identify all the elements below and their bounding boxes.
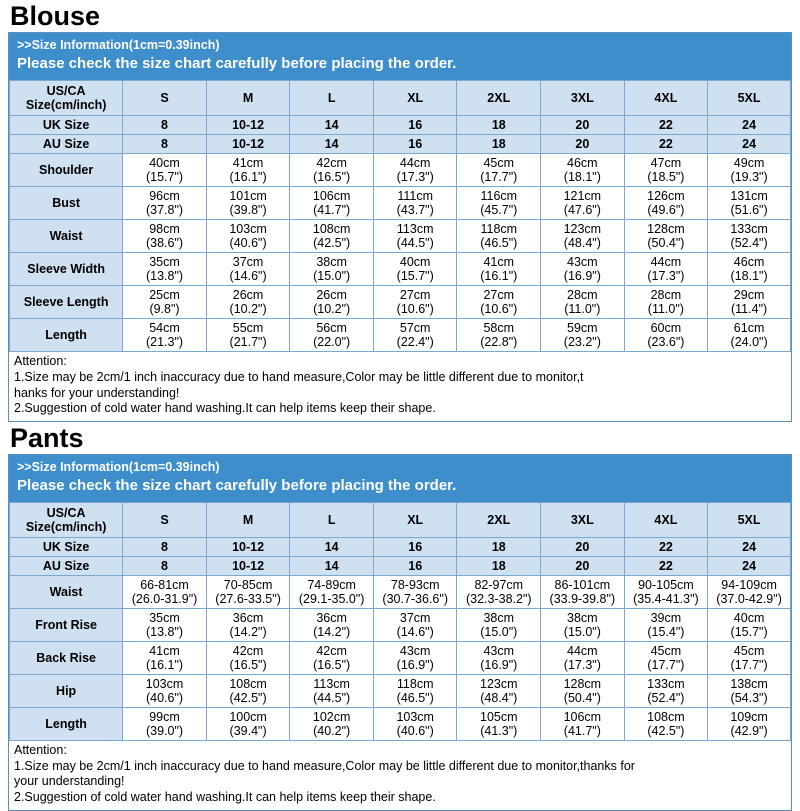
pants-uk-size-row xyxy=(10,538,791,557)
table-row xyxy=(10,609,791,642)
blouse-attention-line-1b: hanks for your understanding! xyxy=(14,385,180,400)
pants-waist-l: 74-89cm (29.1-35.0") xyxy=(290,576,374,609)
blouse-bust-3xl: 121cm (47.6") xyxy=(541,187,625,220)
pants-back-rise-5xl: 45cm (17.7") xyxy=(708,642,791,675)
blouse-col-5xl: 5XL xyxy=(708,81,791,116)
blouse-sleeve-width-5xl: 46cm (18.1") xyxy=(708,253,791,286)
blouse-row-label-sleeve-length: Sleeve Length xyxy=(10,286,123,319)
blouse-uk-size-row xyxy=(10,116,791,135)
pants-back-rise-4xl: 45cm (17.7") xyxy=(624,642,708,675)
pants-header-uscalabel: US/CA Size(cm/inch) xyxy=(10,503,123,538)
pants-au-size-label: AU Size xyxy=(10,557,123,576)
pants-check-chart-line: Please check the size chart carefully before placing the order. xyxy=(17,477,457,495)
pants-hip-3xl: 128cm (50.4") xyxy=(541,675,625,708)
pants-back-rise-xl: 43cm (16.9") xyxy=(373,642,457,675)
pants-au-2xl: 18 xyxy=(457,557,541,576)
blouse-waist-l: 108cm (42.5") xyxy=(290,220,374,253)
blouse-row-label-length: Length xyxy=(10,319,123,352)
pants-au-s: 8 xyxy=(123,557,207,576)
pants-header-row xyxy=(10,503,791,538)
blouse-bust-5xl: 131cm (51.6") xyxy=(708,187,791,220)
blouse-sleeve-length-5xl: 29cm (11.4") xyxy=(708,286,791,319)
blouse-sleeve-width-4xl: 44cm (17.3") xyxy=(624,253,708,286)
blouse-attention-block xyxy=(9,352,791,421)
blouse-uk-4xl: 22 xyxy=(624,116,708,135)
blouse-shoulder-s: 40cm (15.7") xyxy=(123,154,207,187)
pants-attention-line-1: 1.Size may be 2cm/1 inch inaccuracy due to hand measure,Color may be little different due to monitor,thanks for xyxy=(14,758,635,773)
blouse-attention-line-2: 2.Suggestion of cold water hand washing.It can help items keep their shape. xyxy=(14,401,436,416)
table-row xyxy=(10,154,791,187)
pants-attention-block xyxy=(9,741,791,810)
pants-back-rise-2xl: 43cm (16.9") xyxy=(457,642,541,675)
blouse-bust-l: 106cm (41.7") xyxy=(290,187,374,220)
pants-col-m: M xyxy=(206,503,290,538)
pants-front-rise-xl: 37cm (14.6") xyxy=(373,609,457,642)
blouse-sleeve-length-xl: 27cm (10.6") xyxy=(373,286,457,319)
table-row xyxy=(10,187,791,220)
pants-back-rise-m: 42cm (16.5") xyxy=(206,642,290,675)
pants-waist-3xl: 86-101cm (33.9-39.8") xyxy=(541,576,625,609)
pants-au-size-row xyxy=(10,557,791,576)
blouse-sleeve-width-xl: 40cm (15.7") xyxy=(373,253,457,286)
blouse-length-m: 55cm (21.7") xyxy=(206,319,290,352)
blouse-waist-xl: 113cm (44.5") xyxy=(373,220,457,253)
pants-uk-xl: 16 xyxy=(373,538,457,557)
pants-waist-s: 66-81cm (26.0-31.9") xyxy=(123,576,207,609)
blouse-shoulder-m: 41cm (16.1") xyxy=(206,154,290,187)
blouse-col-3xl: 3XL xyxy=(541,81,625,116)
pants-chart-header xyxy=(9,455,791,502)
blouse-au-size-label: AU Size xyxy=(10,135,123,154)
pants-waist-4xl: 90-105cm (35.4-41.3") xyxy=(624,576,708,609)
pants-uk-3xl: 20 xyxy=(541,538,625,557)
blouse-length-s: 54cm (21.3") xyxy=(123,319,207,352)
blouse-shoulder-3xl: 46cm (18.1") xyxy=(541,154,625,187)
blouse-row-label-shoulder: Shoulder xyxy=(10,154,123,187)
blouse-uk-5xl: 24 xyxy=(708,116,791,135)
pants-front-rise-5xl: 40cm (15.7") xyxy=(708,609,791,642)
pants-col-2xl: 2XL xyxy=(457,503,541,538)
pants-col-3xl: 3XL xyxy=(541,503,625,538)
blouse-length-l: 56cm (22.0") xyxy=(290,319,374,352)
pants-au-l: 14 xyxy=(290,557,374,576)
pants-attention-title: Attention: xyxy=(14,743,67,758)
pants-col-4xl: 4XL xyxy=(624,503,708,538)
blouse-col-m: M xyxy=(206,81,290,116)
table-row xyxy=(10,220,791,253)
blouse-col-4xl: 4XL xyxy=(624,81,708,116)
blouse-attention-title: Attention: xyxy=(14,354,67,369)
blouse-au-xl: 16 xyxy=(373,135,457,154)
blouse-bust-4xl: 126cm (49.6") xyxy=(624,187,708,220)
blouse-row-label-sleeve-width: Sleeve Width xyxy=(10,253,123,286)
blouse-row-label-bust: Bust xyxy=(10,187,123,220)
pants-row-label-back-rise: Back Rise xyxy=(10,642,123,675)
blouse-au-4xl: 22 xyxy=(624,135,708,154)
blouse-col-s: S xyxy=(123,81,207,116)
pants-waist-m: 70-85cm (27.6-33.5") xyxy=(206,576,290,609)
blouse-header-uscalabel: US/CA Size(cm/inch) xyxy=(10,81,123,116)
pants-uk-2xl: 18 xyxy=(457,538,541,557)
blouse-uk-size-label: UK Size xyxy=(10,116,123,135)
blouse-uk-xl: 16 xyxy=(373,116,457,135)
blouse-bust-s: 96cm (37.8") xyxy=(123,187,207,220)
blouse-uk-m: 10-12 xyxy=(206,116,290,135)
blouse-length-3xl: 59cm (23.2") xyxy=(541,319,625,352)
pants-row-label-length: Length xyxy=(10,708,123,741)
table-row xyxy=(10,675,791,708)
pants-au-4xl: 22 xyxy=(624,557,708,576)
blouse-bust-2xl: 116cm (45.7") xyxy=(457,187,541,220)
pants-col-l: L xyxy=(290,503,374,538)
table-row xyxy=(10,286,791,319)
pants-front-rise-2xl: 38cm (15.0") xyxy=(457,609,541,642)
blouse-check-chart-line: Please check the size chart carefully before placing the order. xyxy=(17,55,457,73)
pants-front-rise-l: 36cm (14.2") xyxy=(290,609,374,642)
pants-au-5xl: 24 xyxy=(708,557,791,576)
pants-back-rise-s: 41cm (16.1") xyxy=(123,642,207,675)
blouse-sleeve-width-3xl: 43cm (16.9") xyxy=(541,253,625,286)
pants-waist-xl: 78-93cm (30.7-36.6") xyxy=(373,576,457,609)
pants-hip-5xl: 138cm (54.3") xyxy=(708,675,791,708)
blouse-uk-l: 14 xyxy=(290,116,374,135)
pants-hip-xl: 118cm (46.5") xyxy=(373,675,457,708)
pants-length-l: 102cm (40.2") xyxy=(290,708,374,741)
blouse-shoulder-xl: 44cm (17.3") xyxy=(373,154,457,187)
blouse-waist-3xl: 123cm (48.4") xyxy=(541,220,625,253)
blouse-length-5xl: 61cm (24.0") xyxy=(708,319,791,352)
pants-au-m: 10-12 xyxy=(206,557,290,576)
blouse-au-size-row xyxy=(10,135,791,154)
pants-length-2xl: 105cm (41.3") xyxy=(457,708,541,741)
pants-front-rise-m: 36cm (14.2") xyxy=(206,609,290,642)
blouse-col-l: L xyxy=(290,81,374,116)
pants-attention-line-2: 2.Suggestion of cold water hand washing.It can help items keep their shape. xyxy=(14,790,436,805)
blouse-sleeve-width-2xl: 41cm (16.1") xyxy=(457,253,541,286)
pants-hip-2xl: 123cm (48.4") xyxy=(457,675,541,708)
pants-front-rise-3xl: 38cm (15.0") xyxy=(541,609,625,642)
pants-length-4xl: 108cm (42.5") xyxy=(624,708,708,741)
pants-au-xl: 16 xyxy=(373,557,457,576)
blouse-au-2xl: 18 xyxy=(457,135,541,154)
pants-section-title: Pants xyxy=(10,422,84,453)
blouse-col-xl: XL xyxy=(373,81,457,116)
pants-size-info-line: >>Size Information(1cm=0.39inch) xyxy=(17,460,220,475)
pants-length-xl: 103cm (40.6") xyxy=(373,708,457,741)
pants-length-3xl: 106cm (41.7") xyxy=(541,708,625,741)
blouse-waist-2xl: 118cm (46.5") xyxy=(457,220,541,253)
blouse-sleeve-length-2xl: 27cm (10.6") xyxy=(457,286,541,319)
blouse-col-2xl: 2XL xyxy=(457,81,541,116)
blouse-table xyxy=(9,80,791,352)
pants-col-5xl: 5XL xyxy=(708,503,791,538)
blouse-length-xl: 57cm (22.4") xyxy=(373,319,457,352)
pants-waist-2xl: 82-97cm (32.3-38.2") xyxy=(457,576,541,609)
blouse-length-4xl: 60cm (23.6") xyxy=(624,319,708,352)
blouse-au-3xl: 20 xyxy=(541,135,625,154)
blouse-uk-2xl: 18 xyxy=(457,116,541,135)
table-row xyxy=(10,642,791,675)
pants-waist-5xl: 94-109cm (37.0-42.9") xyxy=(708,576,791,609)
pants-col-xl: XL xyxy=(373,503,457,538)
blouse-chart-header xyxy=(9,33,791,80)
blouse-bust-m: 101cm (39.8") xyxy=(206,187,290,220)
blouse-size-chart xyxy=(8,32,792,422)
pants-row-label-waist: Waist xyxy=(10,576,123,609)
pants-front-rise-s: 35cm (13.8") xyxy=(123,609,207,642)
blouse-sleeve-length-m: 26cm (10.2") xyxy=(206,286,290,319)
blouse-sleeve-length-3xl: 28cm (11.0") xyxy=(541,286,625,319)
pants-uk-s: 8 xyxy=(123,538,207,557)
blouse-waist-m: 103cm (40.6") xyxy=(206,220,290,253)
blouse-sleeve-width-m: 37cm (14.6") xyxy=(206,253,290,286)
pants-length-m: 100cm (39.4") xyxy=(206,708,290,741)
blouse-section-title: Blouse xyxy=(10,1,101,31)
pants-back-rise-l: 42cm (16.5") xyxy=(290,642,374,675)
table-row xyxy=(10,708,791,741)
pants-uk-5xl: 24 xyxy=(708,538,791,557)
blouse-size-info-line: >>Size Information(1cm=0.39inch) xyxy=(17,38,220,53)
table-row xyxy=(10,576,791,609)
pants-uk-m: 10-12 xyxy=(206,538,290,557)
blouse-header-row xyxy=(10,81,791,116)
pants-col-s: S xyxy=(123,503,207,538)
blouse-au-m: 10-12 xyxy=(206,135,290,154)
blouse-shoulder-4xl: 47cm (18.5") xyxy=(624,154,708,187)
pants-front-rise-4xl: 39cm (15.4") xyxy=(624,609,708,642)
blouse-uk-3xl: 20 xyxy=(541,116,625,135)
blouse-row-label-waist: Waist xyxy=(10,220,123,253)
pants-hip-m: 108cm (42.5") xyxy=(206,675,290,708)
pants-hip-4xl: 133cm (52.4") xyxy=(624,675,708,708)
pants-uk-size-label: UK Size xyxy=(10,538,123,557)
blouse-au-l: 14 xyxy=(290,135,374,154)
pants-length-5xl: 109cm (42.9") xyxy=(708,708,791,741)
pants-uk-l: 14 xyxy=(290,538,374,557)
pants-row-label-hip: Hip xyxy=(10,675,123,708)
blouse-shoulder-l: 42cm (16.5") xyxy=(290,154,374,187)
blouse-bust-xl: 111cm (43.7") xyxy=(373,187,457,220)
pants-hip-s: 103cm (40.6") xyxy=(123,675,207,708)
blouse-au-s: 8 xyxy=(123,135,207,154)
blouse-waist-5xl: 133cm (52.4") xyxy=(708,220,791,253)
pants-size-chart xyxy=(8,454,792,811)
blouse-length-2xl: 58cm (22.8") xyxy=(457,319,541,352)
blouse-waist-s: 98cm (38.6") xyxy=(123,220,207,253)
blouse-sleeve-width-l: 38cm (15.0") xyxy=(290,253,374,286)
pants-length-s: 99cm (39.0") xyxy=(123,708,207,741)
blouse-sleeve-length-l: 26cm (10.2") xyxy=(290,286,374,319)
blouse-au-5xl: 24 xyxy=(708,135,791,154)
blouse-uk-s: 8 xyxy=(123,116,207,135)
blouse-sleeve-length-s: 25cm (9.8") xyxy=(123,286,207,319)
pants-back-rise-3xl: 44cm (17.3") xyxy=(541,642,625,675)
blouse-shoulder-2xl: 45cm (17.7") xyxy=(457,154,541,187)
table-row xyxy=(10,319,791,352)
blouse-waist-4xl: 128cm (50.4") xyxy=(624,220,708,253)
blouse-sleeve-length-4xl: 28cm (11.0") xyxy=(624,286,708,319)
pants-table xyxy=(9,502,791,741)
pants-uk-4xl: 22 xyxy=(624,538,708,557)
blouse-sleeve-width-s: 35cm (13.8") xyxy=(123,253,207,286)
blouse-shoulder-5xl: 49cm (19.3") xyxy=(708,154,791,187)
table-row xyxy=(10,253,791,286)
pants-attention-line-1b: your understanding! xyxy=(14,774,125,789)
pants-au-3xl: 20 xyxy=(541,557,625,576)
blouse-attention-line-1: 1.Size may be 2cm/1 inch inaccuracy due to hand measure,Color may be little different due to monitor,t xyxy=(14,369,584,384)
pants-row-label-front-rise: Front Rise xyxy=(10,609,123,642)
pants-hip-l: 113cm (44.5") xyxy=(290,675,374,708)
